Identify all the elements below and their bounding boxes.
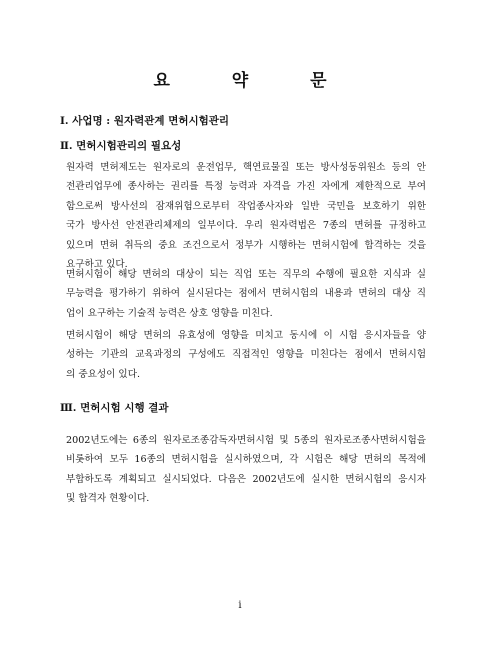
paragraph-line: 부합하도록 계획되고 실시되었다. 다음은 2002년도에 실시한 면허시험의 응시자 xyxy=(66,473,426,485)
paragraph-line: 2002년도에는 6종의 원자로조종감독자면허시험 및 5종의 원자로조종사면허시험을 xyxy=(66,435,426,446)
paragraph-line: 업이 요구하는 기술적 능력은 상호 영향을 미친다. xyxy=(66,307,273,319)
paragraph-line: 비롯하여 모두 16종의 면허시험을 실시하였으며, 각 시험은 해당 면허의 목적에 xyxy=(66,454,426,466)
paragraph-line: 의 중요성이 있다. xyxy=(66,368,141,380)
paragraph-line: 무능력을 평가하기 위하여 실시된다는 점에서 면허시험의 내용과 면허의 대상 직 xyxy=(66,288,426,300)
paragraph-line: 함으로써 방사선의 잠재위험으로부터 작업종사자와 일반 국민을 보호하기 위한 xyxy=(66,200,426,212)
paragraph-line: 면허시험이 해당 면허의 대상이 되는 직업 또는 직무의 수행에 필요한 지식과 실 xyxy=(66,269,426,280)
section-heading-business-name: Ⅰ. 사업명 : 원자력관계 면허시험관리 xyxy=(60,115,230,127)
paragraph-line: 있으며 면허 취득의 중요 조건으로서 정부가 시행하는 면허시험에 합격하는 것을 xyxy=(66,239,426,251)
paragraph-exam-evaluation xyxy=(66,265,426,323)
paragraph-exam-importance xyxy=(66,326,426,384)
paragraph-license-system xyxy=(66,158,426,274)
paragraph-line: 및 합격자 현황이다. xyxy=(66,493,150,505)
paragraph-line: 전관리업무에 종사하는 권리를 특정 능력과 자격을 가진 자에게 제한적으로 부여 xyxy=(66,181,426,193)
paragraph-line: 면허시험이 해당 면허의 유효성에 영향을 미치고 동시에 이 시험 응시자들을 양 xyxy=(66,330,426,341)
section-heading-necessity: Ⅱ. 면허시험관리의 필요성 xyxy=(60,140,182,152)
paragraph-line: 국가 방사선 안전관리체제의 일부이다. 우리 원자력법은 7종의 면허를 규정하고 xyxy=(66,220,426,232)
paragraph-line: 요구하고 있다. xyxy=(66,259,128,271)
paragraph-exam-results xyxy=(66,431,426,509)
paragraph-line: 성하는 기관의 교육과정의 구성에도 직접적인 영향을 미친다는 점에서 면허시험 xyxy=(66,349,426,361)
section-heading-results: Ⅲ. 면허시험 시행 결과 xyxy=(60,402,169,414)
document-title: 요 약 문 xyxy=(153,71,355,91)
page-number: i xyxy=(238,600,242,611)
paragraph-line: 원자력 면허제도는 원자로의 운전업무, 핵연료물질 또는 방사성동위원소 등의 안 xyxy=(66,162,426,173)
